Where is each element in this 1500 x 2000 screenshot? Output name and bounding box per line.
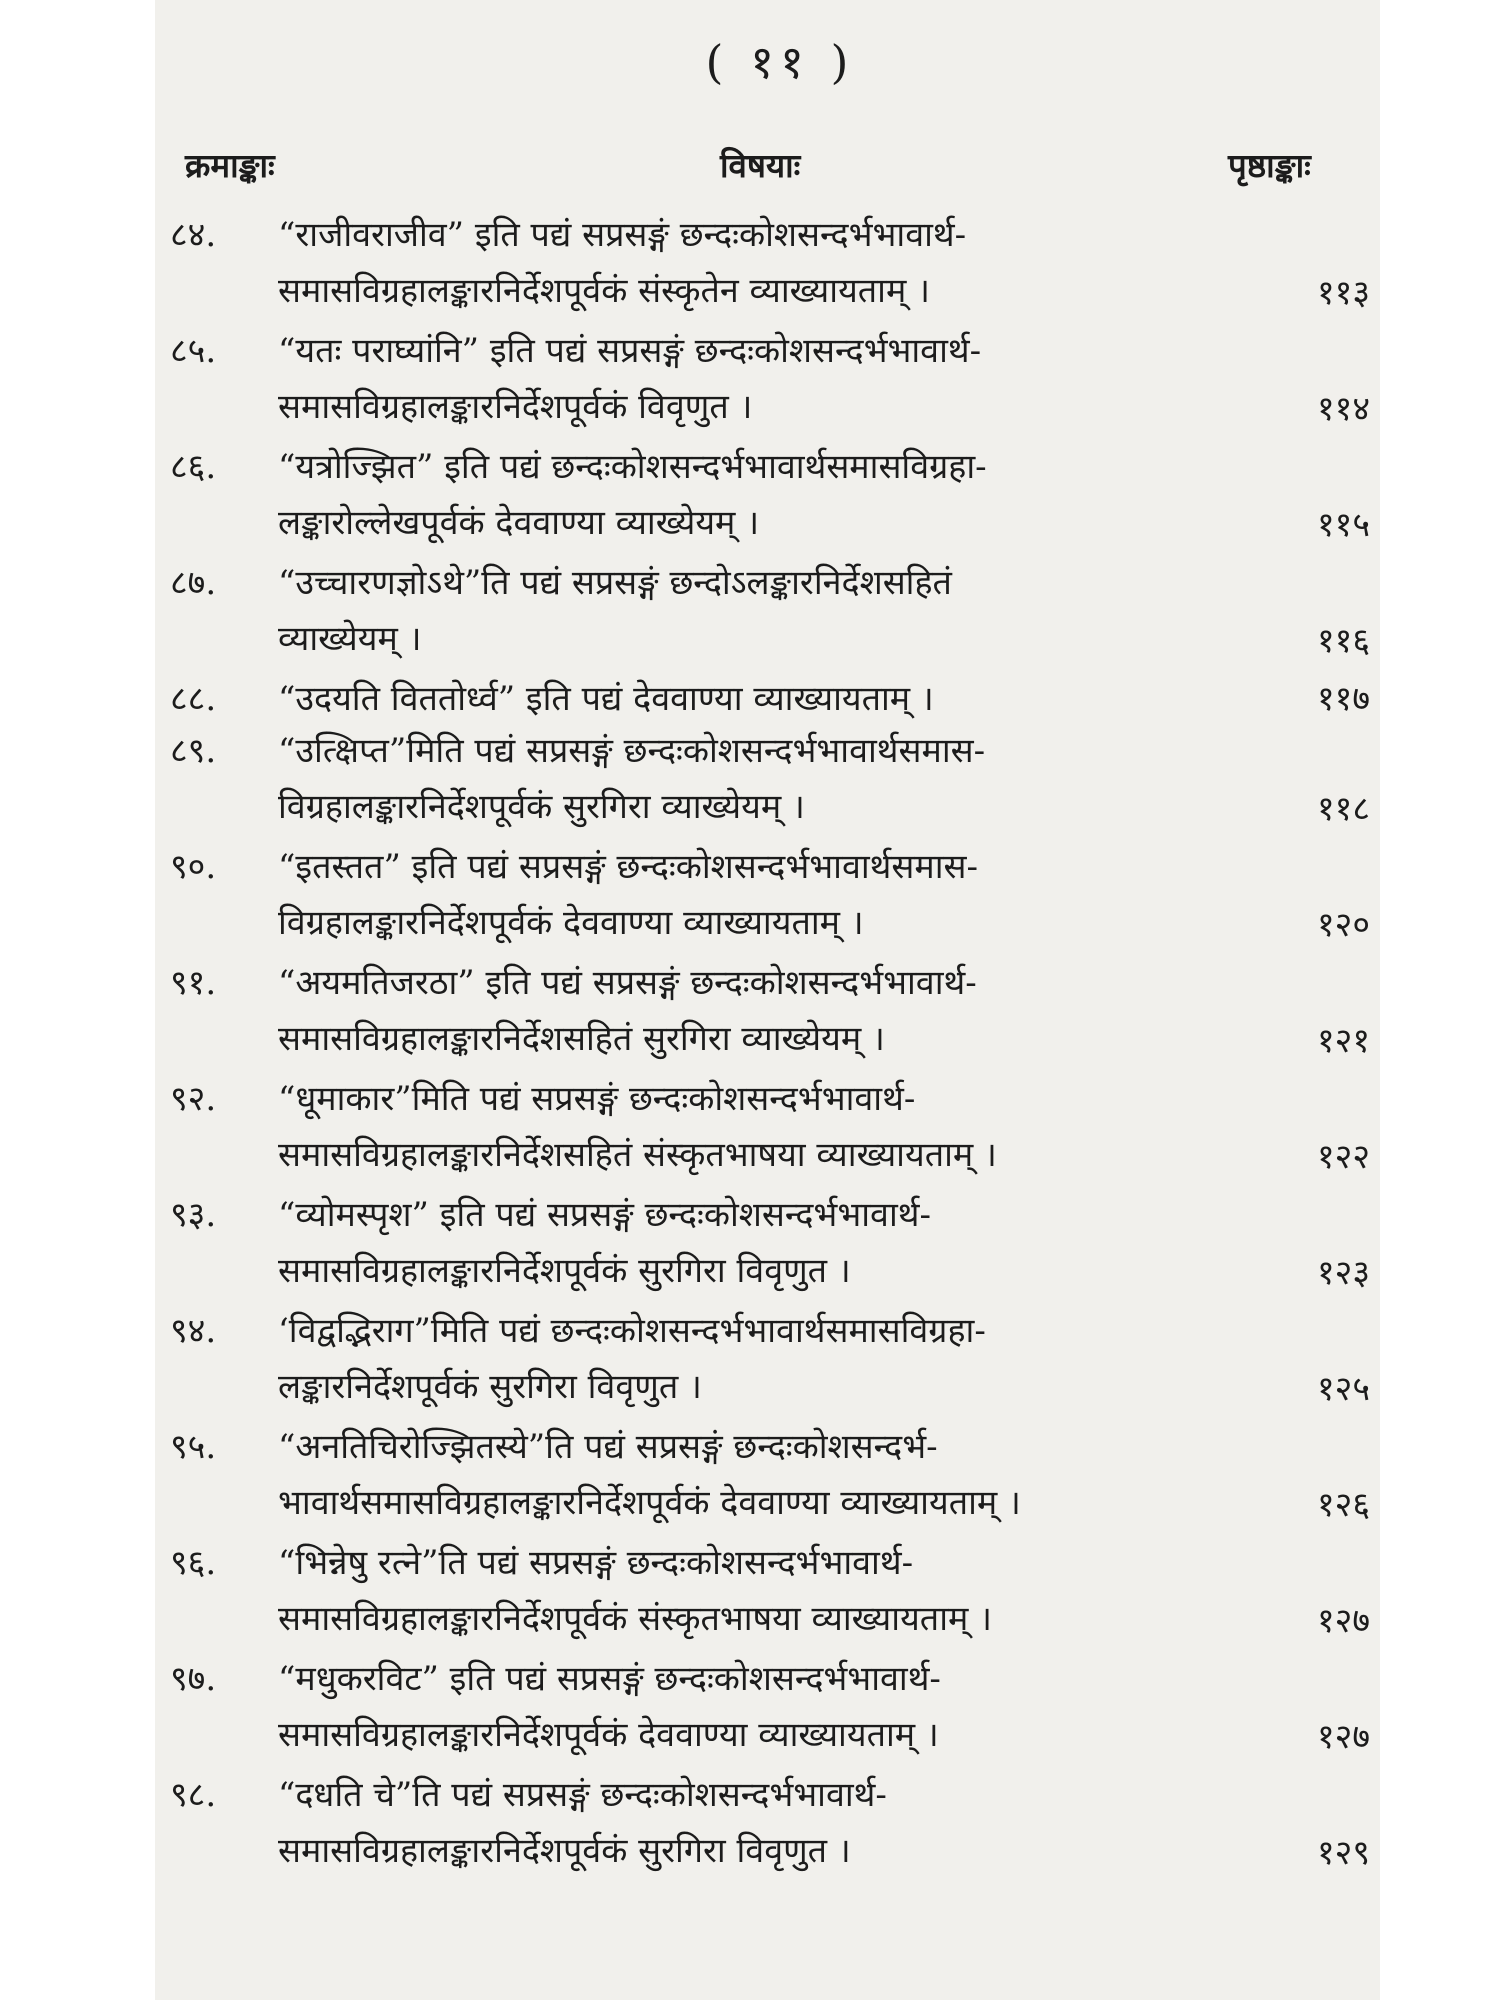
contents-entry <box>170 1294 1370 1410</box>
entry-number: ९१. <box>170 963 217 1003</box>
entry-page: ११७ <box>1316 679 1370 719</box>
entry-text-line: समासविग्रहालङ्कारनिर्देशपूर्वकं संस्कृतेन व्याख्यायताम् । <box>278 271 931 311</box>
entry-page: १२९ <box>1316 1833 1370 1873</box>
entry-text-line: “अनतिचिरोज्झितस्ये”ति पद्यं सप्रसङ्गं छन्दःकोशसन्दर्भ- <box>278 1427 938 1467</box>
entry-text-line: “व्योमस्पृश” इति पद्यं सप्रसङ्गं छन्दःकोशसन्दर्भभावार्थ- <box>278 1195 931 1235</box>
contents-entry <box>170 1062 1370 1178</box>
contents-entry <box>170 314 1370 430</box>
entry-number: ९०. <box>170 847 217 887</box>
contents-entry <box>170 946 1370 1062</box>
entry-page: १२१ <box>1316 1021 1370 1061</box>
contents-entry <box>170 546 1370 662</box>
page-number: ( ११ ) <box>705 35 855 89</box>
entry-text-line: “उत्क्षिप्त”मिति पद्यं सप्रसङ्गं छन्दःकोशसन्दर्भभावार्थसमास- <box>278 731 986 771</box>
entry-page: ११४ <box>1316 389 1370 429</box>
entry-text-line: “भिन्नेषु रत्ने”ति पद्यं सप्रसङ्गं छन्दःकोशसन्दर्भभावार्थ- <box>278 1543 914 1583</box>
entry-text-line: “धूमाकार”मिति पद्यं सप्रसङ्गं छन्दःकोशसन्दर्भभावार्थ- <box>278 1079 916 1119</box>
entry-text-line: “इतस्तत” इति पद्यं सप्रसङ्गं छन्दःकोशसन्दर्भभावार्थसमास- <box>278 847 978 887</box>
entry-number: ९४. <box>170 1311 217 1351</box>
entry-text-line: भावार्थसमासविग्रहालङ्कारनिर्देशपूर्वकं देववाण्या व्याख्यायताम् । <box>278 1483 1021 1523</box>
entry-page: १२० <box>1316 905 1370 945</box>
contents-entry <box>170 430 1370 546</box>
entry-number: ९५. <box>170 1427 217 1467</box>
entry-page: १२३ <box>1316 1253 1370 1293</box>
entry-text-line: समासविग्रहालङ्कारनिर्देशपूर्वकं देववाण्या व्याख्यायताम् । <box>278 1715 939 1755</box>
entry-text-line: “यतः पराघ्यांनि” इति पद्यं सप्रसङ्गं छन्दःकोशसन्दर्भभावार्थ- <box>278 331 982 371</box>
header-subject: विषयाः <box>720 146 801 185</box>
entry-text-line: समासविग्रहालङ्कारनिर्देशसहितं संस्कृतभाषया व्याख्यायताम् । <box>278 1135 997 1175</box>
entry-text-line: लङ्कारोल्लेखपूर्वकं देववाण्या व्याख्येयम् । <box>278 503 760 543</box>
contents-entry <box>170 662 1370 719</box>
contents-entry <box>170 1178 1370 1294</box>
entry-text-line: समासविग्रहालङ्कारनिर्देशपूर्वकं विवृणुत । <box>278 387 753 427</box>
entry-page: १२७ <box>1316 1601 1370 1641</box>
entry-text-line: ‘विद्वद्भिराग”मिति पद्यं छन्दःकोशसन्दर्भभावार्थसमासविग्रहा- <box>278 1311 986 1351</box>
entry-text-line: समासविग्रहालङ्कारनिर्देशपूर्वकं संस्कृतभाषया व्याख्यायताम् । <box>278 1599 993 1639</box>
entry-text-line: समासविग्रहालङ्कारनिर्देशपूर्वकं सुरगिरा विवृणुत । <box>278 1251 851 1291</box>
entry-text-line: लङ्कारनिर्देशपूर्वकं सुरगिरा विवृणुत । <box>278 1367 702 1407</box>
contents-entry <box>170 1642 1370 1758</box>
entry-number: ८७. <box>170 563 217 603</box>
entry-text-line: विग्रहालङ्कारनिर्देशपूर्वकं देववाण्या व्याख्यायताम् । <box>278 903 864 943</box>
entry-number: ८६. <box>170 447 217 487</box>
entry-number: ८९. <box>170 731 217 771</box>
entry-page: १२७ <box>1316 1717 1370 1757</box>
entry-text-line: विग्रहालङ्कारनिर्देशपूर्वकं सुरगिरा व्याख्येयम् । <box>278 787 805 827</box>
entry-number: ८८. <box>170 679 217 719</box>
entry-text-line: “राजीवराजीव” इति पद्यं सप्रसङ्गं छन्दःकोशसन्दर्भभावार्थ- <box>278 215 967 255</box>
entry-number: ९३. <box>170 1195 217 1235</box>
entry-text-line: “उदयति विततोर्ध्व” इति पद्यं देववाण्या व्याख्यायताम् । <box>278 679 934 719</box>
contents-entry <box>170 830 1370 946</box>
entry-number: ९८. <box>170 1775 217 1815</box>
contents-entry <box>170 1758 1370 1874</box>
entry-text-line: व्याख्येयम् । <box>278 619 422 659</box>
entry-page: ११३ <box>1316 273 1370 313</box>
contents-entry <box>170 1410 1370 1526</box>
entry-number: ९२. <box>170 1079 217 1119</box>
entry-number: ९६. <box>170 1543 217 1583</box>
entry-text-line: समासविग्रहालङ्कारनिर्देशसहितं सुरगिरा व्याख्येयम् । <box>278 1019 885 1059</box>
contents-entry <box>170 714 1370 830</box>
header-serial: क्रमाङ्काः <box>185 146 275 185</box>
entry-page: ११५ <box>1316 505 1370 545</box>
entry-text-line: समासविग्रहालङ्कारनिर्देशपूर्वकं सुरगिरा विवृणुत । <box>278 1831 851 1871</box>
entry-number: ८५. <box>170 331 217 371</box>
entry-page: ११८ <box>1316 789 1370 829</box>
entry-page: १२६ <box>1316 1485 1370 1525</box>
entry-page: ११६ <box>1316 621 1370 661</box>
entry-page: १२५ <box>1316 1369 1370 1409</box>
entry-text-line: “मधुकरविट” इति पद्यं सप्रसङ्गं छन्दःकोशसन्दर्भभावार्थ- <box>278 1659 941 1699</box>
contents-entry <box>170 198 1370 314</box>
contents-entry <box>170 1526 1370 1642</box>
entry-page: १२२ <box>1316 1137 1370 1177</box>
header-page: पृष्ठाङ्काः <box>1228 146 1311 185</box>
entry-number: ८४. <box>170 215 217 255</box>
entry-number: ९७. <box>170 1659 217 1699</box>
entry-text-line: “यत्रोज्झित” इति पद्यं छन्दःकोशसन्दर्भभावार्थसमासविग्रहा- <box>278 447 987 487</box>
entry-text-line: “अयमतिजरठा” इति पद्यं सप्रसङ्गं छन्दःकोशसन्दर्भभावार्थ- <box>278 963 977 1003</box>
entry-text-line: “उच्चारणज्ञोऽथे”ति पद्यं सप्रसङ्गं छन्दोऽलङ्कारनिर्देशसहितं <box>278 563 952 603</box>
contents-list <box>170 198 1370 1874</box>
entry-text-line: “दधति चे”ति पद्यं सप्रसङ्गं छन्दःकोशसन्दर्भभावार्थ- <box>278 1775 887 1815</box>
